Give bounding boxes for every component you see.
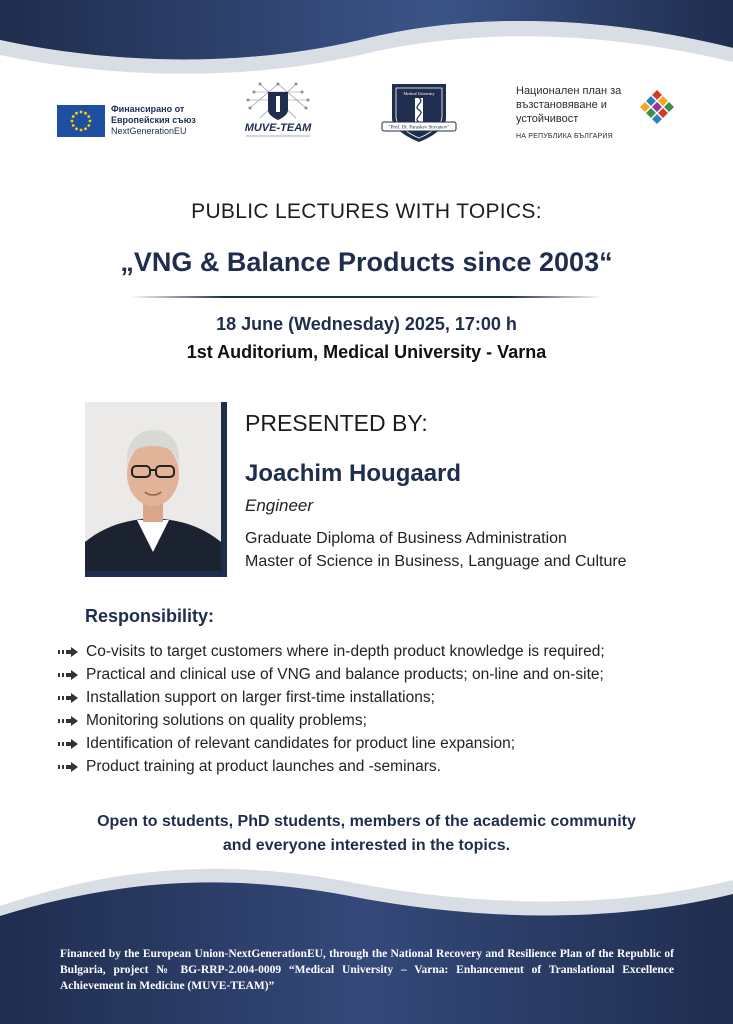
responsibility-text: Identification of relevant candidates for product line expansion; [86, 734, 516, 752]
recovery-plan-logo [516, 84, 678, 144]
eu-title: Финансирано от [111, 104, 185, 114]
eu-program: NextGenerationEU [111, 126, 187, 136]
list-item [58, 709, 728, 732]
nrp-small-line: НА РЕПУБЛИКА БЪЛГАРИЯ [516, 133, 613, 140]
list-item [58, 755, 728, 778]
presenter-role: Engineer [245, 496, 314, 515]
eu-funding-logo [57, 104, 196, 137]
eu-flag-icon [57, 105, 105, 137]
funding-footer: Financed by the European Union-NextGenerationEU, through the National Recovery and Resilience Plan of the Republic of Bulgaria, project № BG-RRP-2.004-0009 “Medical University – Varna: Enhancement of Translational Excellence Achievement in Medicine (MUVE-TEAM)” [60, 948, 674, 992]
recovery-plan-emblem-icon [636, 86, 678, 128]
event-venue: 1st Auditorium, Medical University - Varna [186, 342, 547, 362]
presenter-degree-1: Graduate Diploma of Business Administration [245, 530, 567, 547]
event-date: 18 June (Wednesday) 2025, 17:00 h [216, 314, 517, 334]
arrow-bullet-icon [58, 693, 78, 703]
nrp-line-1: Национален план за [516, 85, 622, 97]
bottom-wave-decoration [0, 854, 733, 1024]
arrow-bullet-icon [58, 670, 78, 680]
lectures-heading: PUBLIC LECTURES WITH TOPICS: [191, 200, 542, 223]
presenter-name: Joachim Hougaard [245, 460, 462, 487]
muve-team-logo [240, 78, 316, 148]
presenter-photo [85, 402, 227, 577]
responsibility-text: Monitoring solutions on quality problems; [86, 711, 367, 729]
nrp-line-3: устойчивост [516, 113, 579, 125]
list-item [58, 663, 728, 686]
muve-team-label: MUVE-TEAM [244, 122, 312, 134]
university-top-label: Medical University [403, 91, 435, 96]
arrow-bullet-icon [58, 762, 78, 772]
audience-note [0, 810, 733, 858]
list-item [58, 732, 728, 755]
presenter-degree-2: Master of Science in Business, Language and Culture [245, 553, 627, 570]
audience-line-1: Open to students, PhD students, members of the academic community [97, 813, 636, 830]
top-wave-decoration [0, 0, 733, 90]
responsibility-heading: Responsibility: [85, 606, 215, 626]
medical-university-logo [378, 80, 460, 146]
arrow-bullet-icon [58, 716, 78, 726]
responsibility-text: Installation support on larger first-time installations; [86, 688, 435, 706]
responsibility-text: Co-visits to target customers where in-depth product knowledge is required; [86, 642, 605, 660]
logo-row [0, 78, 733, 158]
audience-line-2: and everyone interested in the topics. [222, 837, 511, 854]
responsibility-text: Product training at product launches and -seminars. [86, 757, 441, 775]
list-item [58, 686, 728, 709]
university-bottom-label: "Prof. Dr. Paraskev Stoyanov" [388, 125, 450, 131]
responsibility-list [58, 640, 728, 778]
eu-subtitle: Европейския съюз [111, 115, 196, 125]
nrp-line-2: възстановяване и [516, 99, 607, 111]
title-divider [130, 296, 603, 298]
arrow-bullet-icon [58, 647, 78, 657]
presented-by-label: PRESENTED BY: [245, 410, 428, 436]
arrow-bullet-icon [58, 739, 78, 749]
responsibility-text: Practical and clinical use of VNG and balance products; on-line and on-site; [86, 665, 604, 683]
lecture-title: „VNG & Balance Products since 2003“ [120, 247, 613, 277]
list-item [58, 640, 728, 663]
